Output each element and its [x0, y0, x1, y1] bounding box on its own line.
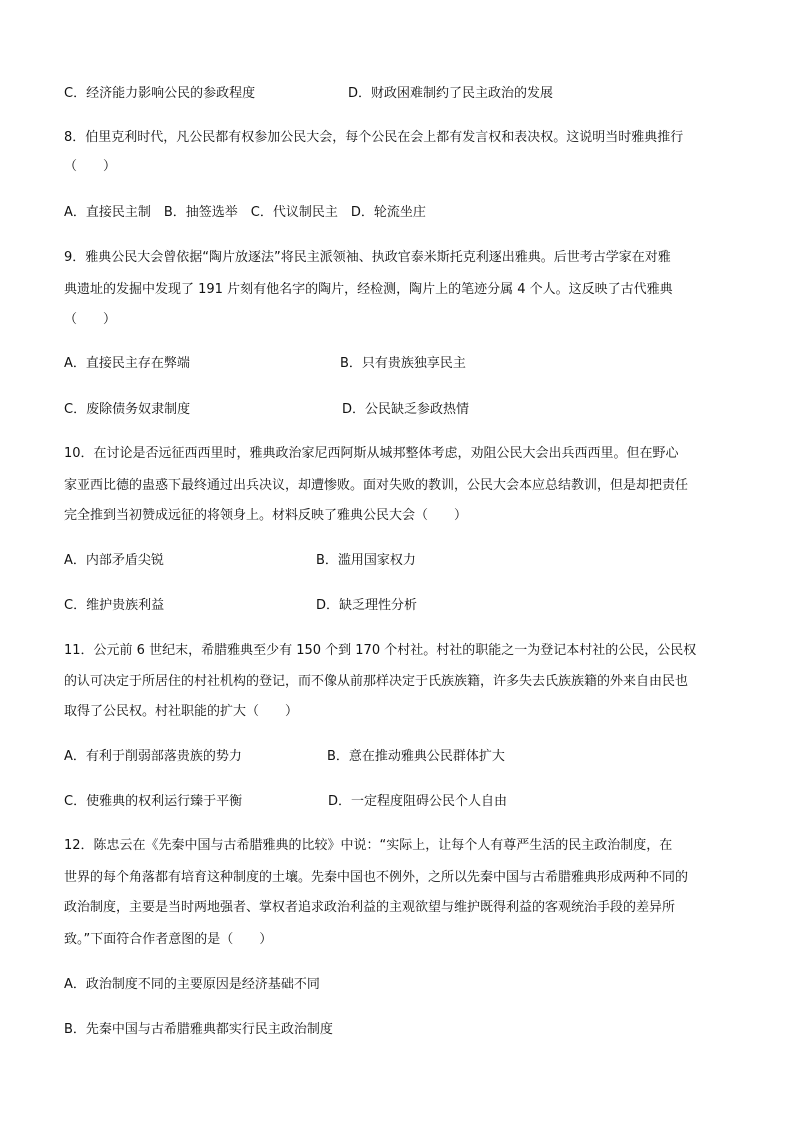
q9-option-b: B．只有贵族独享民主 [340, 356, 466, 371]
q11-stem-line-3: 取得了公民权。村社职能的扩大（ ） [64, 704, 299, 719]
q10-option-b: B．滥用国家权力 [316, 553, 416, 568]
q11-option-b: B．意在推动雅典公民群体扩大 [327, 749, 505, 764]
q9-option-c: C．废除债务奴隶制度 [64, 402, 191, 417]
q12-stem-line-1: 12．陈忠云在《先秦中国与古希腊雅典的比较》中说：“实际上，让每个人有尊严生活的民主政治制度，在 [64, 838, 673, 853]
q9-stem-line-3: （ ） [64, 312, 117, 327]
q11-option-d: D．一定程度阻碍公民个人自由 [328, 794, 508, 809]
q10-stem-line-1: 10．在讨论是否远征西西里时，雅典政治家尼西阿斯从城邦整体考虑，劝阻公民大会出兵西西里。但在野心 [64, 446, 679, 461]
q9-stem-line-2: 典遗址的发掘中发现了 191 片刻有他名字的陶片，经检测，陶片上的笔迹分属 4 个人。这反映了古代雅典 [64, 282, 673, 297]
q9-stem-line-1: 9．雅典公民大会曾依据“陶片放逐法”将民主派领袖、执政官泰米斯托克利逐出雅典。后世考古学家在对雅 [64, 250, 671, 265]
q12-option-b: B．先秦中国与古希腊雅典都实行民主政治制度 [64, 1022, 333, 1037]
q11-stem-line-1: 11．公元前 6 世纪末，希腊雅典至少有 150 个到 170 个村社。村社的职能之一为登记本村社的公民，公民权 [64, 643, 697, 658]
q7-option-d: D．财政困难制约了民主政治的发展 [348, 86, 554, 101]
q8-stem-line-2: （ ） [64, 159, 117, 174]
q7-option-c: C．经济能力影响公民的参政程度 [64, 86, 256, 101]
q9-option-d: D．公民缺乏参政热情 [342, 402, 470, 417]
q10-option-a: A．内部矛盾尖锐 [64, 553, 164, 568]
q10-stem-line-3: 完全推到当初赞成远征的将领身上。材料反映了雅典公民大会（ ） [64, 508, 468, 523]
q12-stem-line-2: 世界的每个角落都有培育这种制度的土壤。先秦中国也不例外，之所以先秦中国与古希腊雅典形成两种不同的 [64, 870, 689, 885]
q11-option-c: C．使雅典的权利运行臻于平衡 [64, 794, 243, 809]
q10-option-d: D．缺乏理性分析 [316, 598, 418, 613]
q12-option-a: A．政治制度不同的主要原因是经济基础不同 [64, 977, 320, 992]
q11-stem-line-2: 的认可决定于所居住的村社机构的登记，而不像从前那样决定于氏族族籍，许多失去氏族族籍的外来自由民也 [64, 674, 689, 689]
q9-option-a: A．直接民主存在弊端 [64, 356, 190, 371]
q10-option-c: C．维护贵族利益 [64, 598, 165, 613]
q8-stem-line-1: 8．伯里克利时代，凡公民都有权参加公民大会，每个公民在会上都有发言权和表决权。这说明当时雅典推行 [64, 130, 684, 145]
q8-options: A．直接民主制 B．抽签选举 C．代议制民主 D．轮流坐庄 [64, 205, 426, 220]
q11-option-a: A．有利于削弱部落贵族的势力 [64, 749, 242, 764]
q12-stem-line-4: 致。”下面符合作者意图的是（ ） [64, 932, 273, 947]
q12-stem-line-3: 政治制度，主要是当时两地强者、掌权者追求政治利益的主观欲望与维护既得利益的客观统治手段的差异所 [64, 900, 676, 915]
q10-stem-line-2: 家亚西比德的蛊惑下最终通过出兵决议，却遭惨败。面对失败的教训，公民大会本应总结教训，但是却把责任 [64, 478, 689, 493]
